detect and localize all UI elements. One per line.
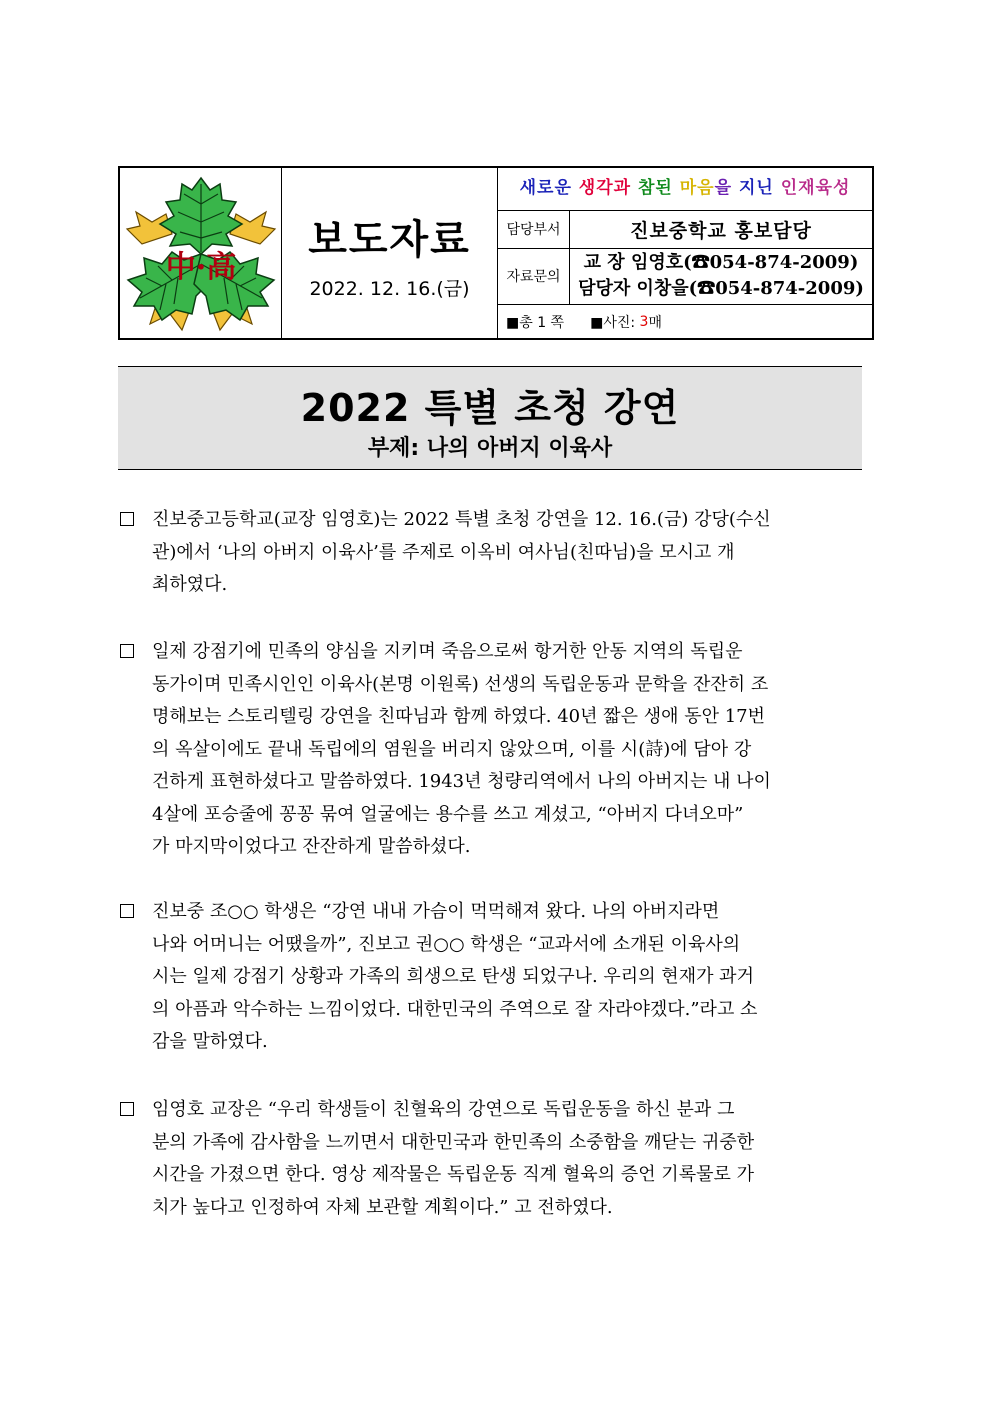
department-value: 진보중학교 홍보담당 xyxy=(630,219,812,242)
photo-label: ■사진: xyxy=(590,315,636,331)
paragraph-1 xyxy=(120,504,874,602)
text-line: 시간을 가졌으면 한다. 영상 제작물은 독립운동 직계 혈육의 증언 기록물로 가 xyxy=(152,1164,754,1185)
logo-text: 中·高 xyxy=(165,250,237,285)
text-line: 임영호 교장은 “우리 학생들이 친혈육의 강연으로 독립운동을 하신 분과 그 xyxy=(152,1099,735,1120)
stats-value xyxy=(506,304,662,340)
paragraph-3 xyxy=(120,896,874,1059)
text-line: 진보중고등학교(교장 임영호)는 2022 특별 초청 강연을 12. 16.(금) 강당(수신 xyxy=(152,509,771,530)
contact-row xyxy=(498,248,872,305)
stats-row xyxy=(498,304,872,340)
text-line: 최하였다. xyxy=(152,574,228,595)
department-row xyxy=(498,210,872,249)
text-line: 건하게 표현하셨다고 말씀하였다. 1943년 청량리역에서 나의 아버지는 내 나이 xyxy=(152,771,771,792)
headline-box xyxy=(118,366,862,470)
paragraph-text xyxy=(142,636,874,864)
school-logo xyxy=(120,168,282,338)
motto-part: 을 xyxy=(714,178,739,198)
text-line: 시는 일제 강점기 상황과 가족의 희생으로 탄생 되었구나. 우리의 현재가 과거 xyxy=(152,966,754,987)
text-line: 동가이며 민족시인인 이육사(본명 이원록) 선생의 독립운동과 문학을 잔잔히 조 xyxy=(152,673,769,695)
info-cell xyxy=(498,168,872,338)
title-cell xyxy=(282,168,498,338)
photo-unit: 매 xyxy=(648,315,662,331)
text-line: 관)에서 ‘나의 아버지 이육사’를 주제로 이옥비 여사님(친따님)을 모시고 개 xyxy=(152,541,735,563)
page-count: ■총 1 쪽 xyxy=(506,315,565,331)
motto-part: 새로운 xyxy=(519,178,579,198)
headline-title: 2022 특별 초청 강연 xyxy=(300,386,680,430)
motto-part: 참된 xyxy=(637,178,680,198)
release-date: 2022. 12. 16.(금) xyxy=(309,278,470,300)
checkbox-bullet-icon xyxy=(120,904,134,918)
text-line: 명해보는 스토리텔링 강연을 친따님과 함께 하였다. 40년 짧은 생애 동안 17번 xyxy=(152,706,765,727)
text-line: 일제 강점기에 민족의 양심을 지키며 죽음으로써 항거한 안동 지역의 독립운 xyxy=(152,641,743,662)
text-line: 4살에 포승줄에 꽁꽁 묶여 얼굴에는 용수를 쓰고 계셨고, “아버지 다녀오마” xyxy=(152,803,744,825)
press-release-header xyxy=(118,166,874,340)
contact-principal: 교 장 임영호(☎054-874-2009) xyxy=(583,252,859,273)
contact-value xyxy=(570,250,872,302)
text-line: 감을 말하였다. xyxy=(152,1031,268,1052)
paragraph-2 xyxy=(120,636,874,864)
paragraph-text xyxy=(142,1094,874,1224)
headline-subtitle: 부제: 나의 아버지 이육사 xyxy=(367,436,613,461)
text-line: 의 아픔과 악수하는 느낌이었다. 대한민국의 주역으로 잘 자라야겠다.”라고 소 xyxy=(152,998,758,1020)
motto-part: 지닌 xyxy=(738,178,781,198)
contact-label: 자료문의 xyxy=(498,248,570,304)
text-line: 가 마지막이었다고 잔잔하게 말씀하셨다. xyxy=(152,836,471,857)
checkbox-bullet-icon xyxy=(120,644,134,658)
paragraph-text xyxy=(142,504,874,602)
paragraph-text xyxy=(142,896,874,1059)
text-line: 치가 높다고 인정하여 자체 보관할 계획이다.” 고 전하였다. xyxy=(152,1196,613,1218)
text-line: 나와 어머니는 어땠을까”, 진보고 권○○ 학생은 “교과서에 소개된 이육사의 xyxy=(152,933,741,955)
text-line: 의 옥살이에도 끝내 독립에의 염원을 버리지 않았으며, 이를 시(詩)에 담아 강 xyxy=(152,738,752,760)
checkbox-bullet-icon xyxy=(120,1102,134,1116)
motto-part: 인재육성 xyxy=(780,178,851,198)
checkbox-bullet-icon xyxy=(120,512,134,526)
document-title: 보도자료 xyxy=(308,217,471,263)
school-motto xyxy=(498,168,872,211)
paragraph-4 xyxy=(120,1094,874,1224)
text-line: 진보중 조○○ 학생은 “강연 내내 가슴이 먹먹해져 왔다. 나의 아버지라면 xyxy=(152,901,720,922)
department-label: 담당부서 xyxy=(498,210,570,248)
photo-count: 3 xyxy=(639,314,649,330)
motto-part: 생각과 xyxy=(578,178,638,198)
text-line: 분의 가족에 감사함을 느끼면서 대한민국과 한민족의 소중함을 깨닫는 귀중한 xyxy=(152,1131,755,1153)
contact-manager: 담당자 이창을(☎054-874-2009) xyxy=(578,278,864,299)
motto-part: 마음 xyxy=(679,178,715,198)
